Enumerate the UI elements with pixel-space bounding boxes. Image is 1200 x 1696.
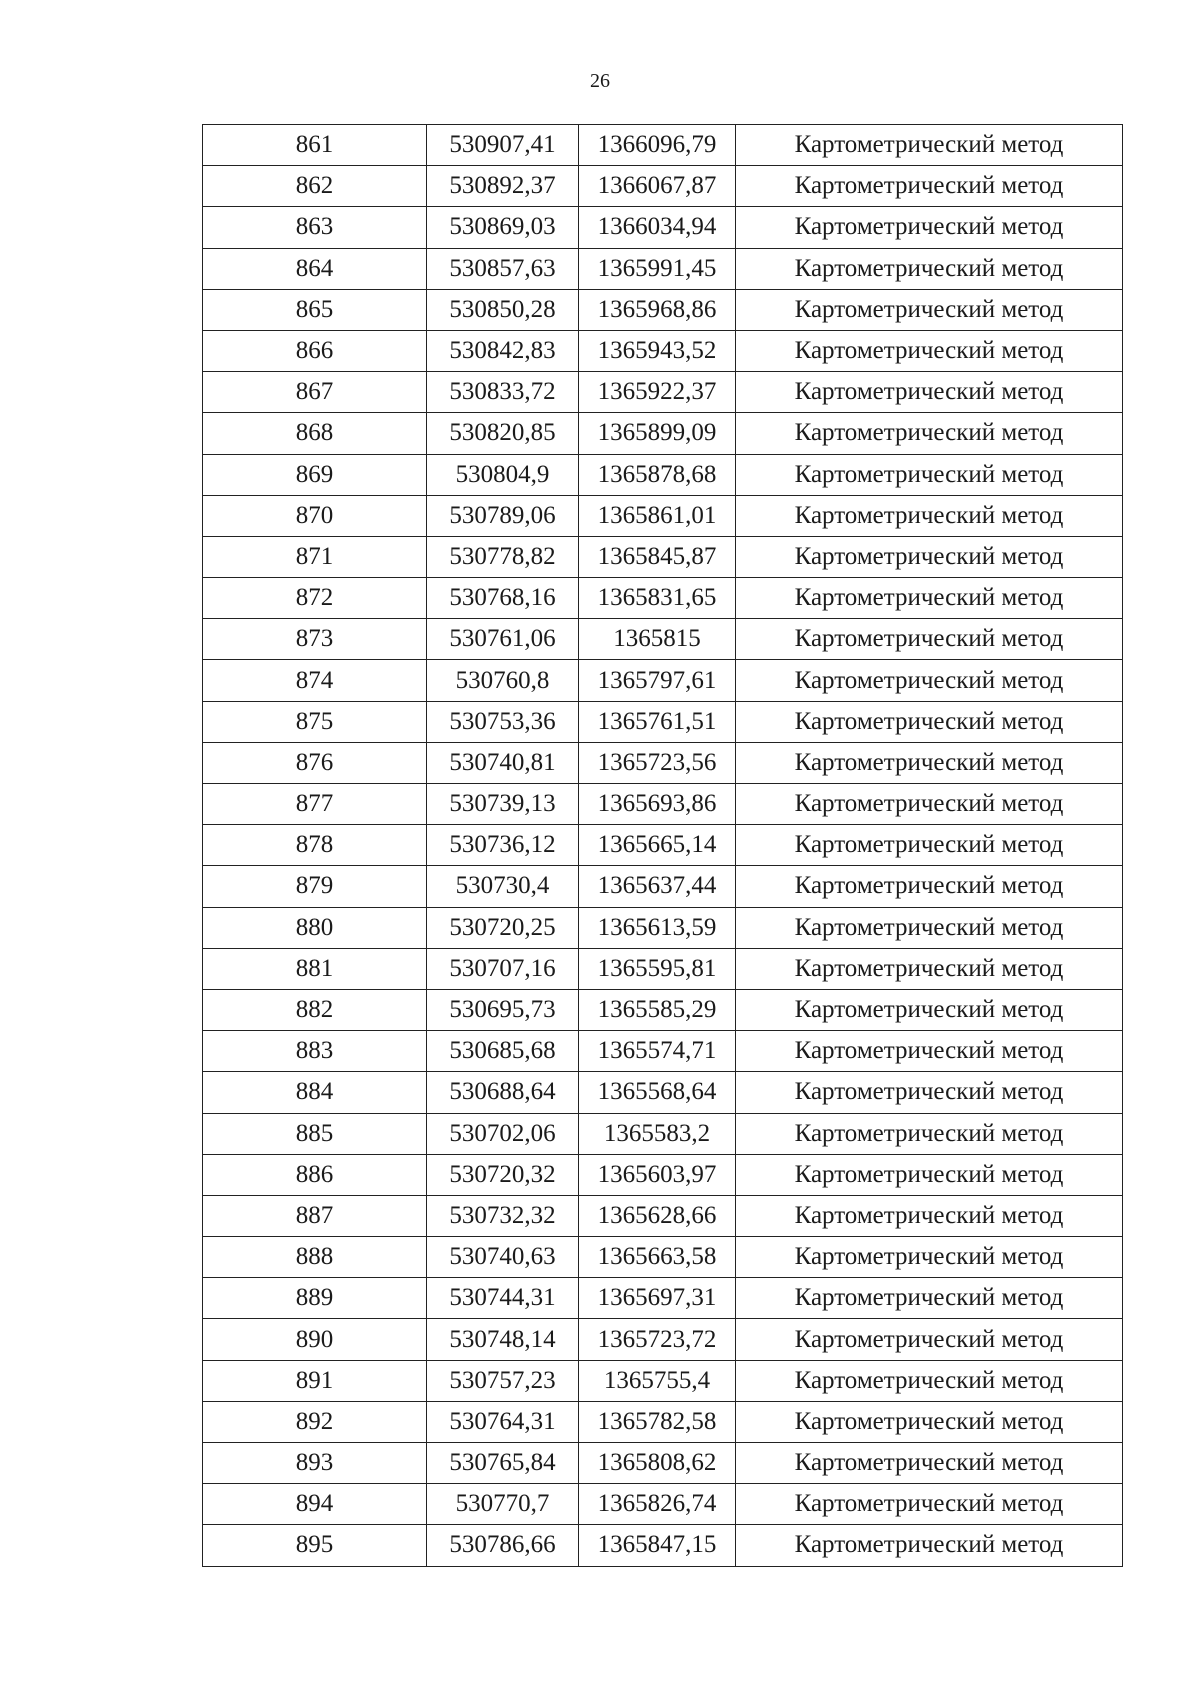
y-coordinate-cell: 1365628,66 xyxy=(579,1195,736,1236)
table-row xyxy=(203,330,1123,371)
point-number-cell: 891 xyxy=(203,1360,427,1401)
y-coordinate-cell: 1365574,71 xyxy=(579,1031,736,1072)
y-coordinate-cell: 1365815 xyxy=(579,619,736,660)
y-coordinate-cell: 1365922,37 xyxy=(579,372,736,413)
x-coordinate-cell: 530720,25 xyxy=(427,907,579,948)
y-coordinate-cell: 1365826,74 xyxy=(579,1484,736,1525)
method-cell: Картометрический метод xyxy=(736,454,1123,495)
method-cell: Картометрический метод xyxy=(736,125,1123,166)
table-row xyxy=(203,207,1123,248)
point-number-cell: 863 xyxy=(203,207,427,248)
method-cell: Картометрический метод xyxy=(736,866,1123,907)
point-number-cell: 869 xyxy=(203,454,427,495)
y-coordinate-cell: 1365693,86 xyxy=(579,784,736,825)
method-cell: Картометрический метод xyxy=(736,413,1123,454)
table-row xyxy=(203,413,1123,454)
y-coordinate-cell: 1365797,61 xyxy=(579,660,736,701)
table-row xyxy=(203,454,1123,495)
x-coordinate-cell: 530869,03 xyxy=(427,207,579,248)
method-cell: Картометрический метод xyxy=(736,248,1123,289)
point-number-cell: 877 xyxy=(203,784,427,825)
table-row xyxy=(203,989,1123,1030)
x-coordinate-cell: 530768,16 xyxy=(427,578,579,619)
y-coordinate-cell: 1365943,52 xyxy=(579,330,736,371)
table-row xyxy=(203,125,1123,166)
y-coordinate-cell: 1365603,97 xyxy=(579,1154,736,1195)
method-cell: Картометрический метод xyxy=(736,1237,1123,1278)
x-coordinate-cell: 530736,12 xyxy=(427,825,579,866)
table-row xyxy=(203,1360,1123,1401)
point-number-cell: 883 xyxy=(203,1031,427,1072)
table-row xyxy=(203,1195,1123,1236)
x-coordinate-cell: 530707,16 xyxy=(427,948,579,989)
method-cell: Картометрический метод xyxy=(736,372,1123,413)
coordinates-table-body xyxy=(203,125,1123,1567)
point-number-cell: 870 xyxy=(203,495,427,536)
method-cell: Картометрический метод xyxy=(736,989,1123,1030)
y-coordinate-cell: 1365761,51 xyxy=(579,701,736,742)
y-coordinate-cell: 1365991,45 xyxy=(579,248,736,289)
y-coordinate-cell: 1365595,81 xyxy=(579,948,736,989)
table-row xyxy=(203,1113,1123,1154)
x-coordinate-cell: 530685,68 xyxy=(427,1031,579,1072)
coordinates-table xyxy=(202,124,1123,1567)
y-coordinate-cell: 1366096,79 xyxy=(579,125,736,166)
point-number-cell: 879 xyxy=(203,866,427,907)
table-row xyxy=(203,578,1123,619)
point-number-cell: 872 xyxy=(203,578,427,619)
y-coordinate-cell: 1365808,62 xyxy=(579,1443,736,1484)
method-cell: Картометрический метод xyxy=(736,1154,1123,1195)
x-coordinate-cell: 530732,32 xyxy=(427,1195,579,1236)
method-cell: Картометрический метод xyxy=(736,660,1123,701)
point-number-cell: 862 xyxy=(203,166,427,207)
point-number-cell: 895 xyxy=(203,1525,427,1566)
method-cell: Картометрический метод xyxy=(736,1113,1123,1154)
y-coordinate-cell: 1365899,09 xyxy=(579,413,736,454)
point-number-cell: 887 xyxy=(203,1195,427,1236)
y-coordinate-cell: 1365663,58 xyxy=(579,1237,736,1278)
method-cell: Картометрический метод xyxy=(736,825,1123,866)
point-number-cell: 878 xyxy=(203,825,427,866)
point-number-cell: 885 xyxy=(203,1113,427,1154)
table-row xyxy=(203,701,1123,742)
point-number-cell: 868 xyxy=(203,413,427,454)
table-row xyxy=(203,289,1123,330)
method-cell: Картометрический метод xyxy=(736,330,1123,371)
y-coordinate-cell: 1365723,72 xyxy=(579,1319,736,1360)
point-number-cell: 871 xyxy=(203,536,427,577)
method-cell: Картометрический метод xyxy=(736,1031,1123,1072)
point-number-cell: 884 xyxy=(203,1072,427,1113)
method-cell: Картометрический метод xyxy=(736,1484,1123,1525)
x-coordinate-cell: 530778,82 xyxy=(427,536,579,577)
x-coordinate-cell: 530748,14 xyxy=(427,1319,579,1360)
table-row xyxy=(203,166,1123,207)
table-row xyxy=(203,248,1123,289)
x-coordinate-cell: 530702,06 xyxy=(427,1113,579,1154)
method-cell: Картометрический метод xyxy=(736,907,1123,948)
page-number: 26 xyxy=(590,70,610,92)
method-cell: Картометрический метод xyxy=(736,1278,1123,1319)
y-coordinate-cell: 1365782,58 xyxy=(579,1401,736,1442)
point-number-cell: 867 xyxy=(203,372,427,413)
point-number-cell: 894 xyxy=(203,1484,427,1525)
table-row xyxy=(203,784,1123,825)
method-cell: Картометрический метод xyxy=(736,495,1123,536)
x-coordinate-cell: 530744,31 xyxy=(427,1278,579,1319)
method-cell: Картометрический метод xyxy=(736,1319,1123,1360)
y-coordinate-cell: 1365755,4 xyxy=(579,1360,736,1401)
table-row xyxy=(203,1031,1123,1072)
method-cell: Картометрический метод xyxy=(736,1195,1123,1236)
point-number-cell: 881 xyxy=(203,948,427,989)
table-row xyxy=(203,1278,1123,1319)
y-coordinate-cell: 1365665,14 xyxy=(579,825,736,866)
point-number-cell: 861 xyxy=(203,125,427,166)
table-row xyxy=(203,907,1123,948)
x-coordinate-cell: 530761,06 xyxy=(427,619,579,660)
table-row xyxy=(203,1237,1123,1278)
table-row xyxy=(203,825,1123,866)
x-coordinate-cell: 530820,85 xyxy=(427,413,579,454)
table-row xyxy=(203,1525,1123,1566)
y-coordinate-cell: 1365613,59 xyxy=(579,907,736,948)
x-coordinate-cell: 530765,84 xyxy=(427,1443,579,1484)
point-number-cell: 876 xyxy=(203,742,427,783)
x-coordinate-cell: 530730,4 xyxy=(427,866,579,907)
table-row xyxy=(203,1484,1123,1525)
table-row xyxy=(203,1154,1123,1195)
method-cell: Картометрический метод xyxy=(736,742,1123,783)
table-row xyxy=(203,948,1123,989)
method-cell: Картометрический метод xyxy=(736,289,1123,330)
y-coordinate-cell: 1365585,29 xyxy=(579,989,736,1030)
table-row xyxy=(203,495,1123,536)
x-coordinate-cell: 530850,28 xyxy=(427,289,579,330)
method-cell: Картометрический метод xyxy=(736,619,1123,660)
x-coordinate-cell: 530770,7 xyxy=(427,1484,579,1525)
y-coordinate-cell: 1365878,68 xyxy=(579,454,736,495)
x-coordinate-cell: 530740,81 xyxy=(427,742,579,783)
y-coordinate-cell: 1365845,87 xyxy=(579,536,736,577)
point-number-cell: 866 xyxy=(203,330,427,371)
x-coordinate-cell: 530739,13 xyxy=(427,784,579,825)
table-row xyxy=(203,1319,1123,1360)
table-row xyxy=(203,866,1123,907)
table-row xyxy=(203,742,1123,783)
method-cell: Картометрический метод xyxy=(736,536,1123,577)
table-row xyxy=(203,619,1123,660)
method-cell: Картометрический метод xyxy=(736,166,1123,207)
y-coordinate-cell: 1365831,65 xyxy=(579,578,736,619)
point-number-cell: 864 xyxy=(203,248,427,289)
method-cell: Картометрический метод xyxy=(736,1072,1123,1113)
method-cell: Картометрический метод xyxy=(736,207,1123,248)
point-number-cell: 892 xyxy=(203,1401,427,1442)
x-coordinate-cell: 530907,41 xyxy=(427,125,579,166)
point-number-cell: 875 xyxy=(203,701,427,742)
x-coordinate-cell: 530842,83 xyxy=(427,330,579,371)
point-number-cell: 873 xyxy=(203,619,427,660)
point-number-cell: 890 xyxy=(203,1319,427,1360)
point-number-cell: 889 xyxy=(203,1278,427,1319)
x-coordinate-cell: 530740,63 xyxy=(427,1237,579,1278)
y-coordinate-cell: 1365861,01 xyxy=(579,495,736,536)
x-coordinate-cell: 530753,36 xyxy=(427,701,579,742)
point-number-cell: 880 xyxy=(203,907,427,948)
y-coordinate-cell: 1365697,31 xyxy=(579,1278,736,1319)
x-coordinate-cell: 530695,73 xyxy=(427,989,579,1030)
x-coordinate-cell: 530720,32 xyxy=(427,1154,579,1195)
table-row xyxy=(203,1443,1123,1484)
x-coordinate-cell: 530757,23 xyxy=(427,1360,579,1401)
table-row xyxy=(203,660,1123,701)
x-coordinate-cell: 530789,06 xyxy=(427,495,579,536)
method-cell: Картометрический метод xyxy=(736,1443,1123,1484)
method-cell: Картометрический метод xyxy=(736,1525,1123,1566)
method-cell: Картометрический метод xyxy=(736,578,1123,619)
method-cell: Картометрический метод xyxy=(736,948,1123,989)
point-number-cell: 888 xyxy=(203,1237,427,1278)
point-number-cell: 882 xyxy=(203,989,427,1030)
y-coordinate-cell: 1365847,15 xyxy=(579,1525,736,1566)
table-row xyxy=(203,1401,1123,1442)
x-coordinate-cell: 530760,8 xyxy=(427,660,579,701)
x-coordinate-cell: 530764,31 xyxy=(427,1401,579,1442)
table-row xyxy=(203,1072,1123,1113)
table-row xyxy=(203,536,1123,577)
x-coordinate-cell: 530688,64 xyxy=(427,1072,579,1113)
table-row xyxy=(203,372,1123,413)
x-coordinate-cell: 530833,72 xyxy=(427,372,579,413)
x-coordinate-cell: 530857,63 xyxy=(427,248,579,289)
y-coordinate-cell: 1365583,2 xyxy=(579,1113,736,1154)
point-number-cell: 893 xyxy=(203,1443,427,1484)
y-coordinate-cell: 1365568,64 xyxy=(579,1072,736,1113)
y-coordinate-cell: 1366034,94 xyxy=(579,207,736,248)
point-number-cell: 874 xyxy=(203,660,427,701)
point-number-cell: 886 xyxy=(203,1154,427,1195)
y-coordinate-cell: 1365723,56 xyxy=(579,742,736,783)
y-coordinate-cell: 1366067,87 xyxy=(579,166,736,207)
method-cell: Картометрический метод xyxy=(736,784,1123,825)
y-coordinate-cell: 1365637,44 xyxy=(579,866,736,907)
method-cell: Картометрический метод xyxy=(736,1401,1123,1442)
point-number-cell: 865 xyxy=(203,289,427,330)
x-coordinate-cell: 530804,9 xyxy=(427,454,579,495)
method-cell: Картометрический метод xyxy=(736,701,1123,742)
x-coordinate-cell: 530786,66 xyxy=(427,1525,579,1566)
method-cell: Картометрический метод xyxy=(736,1360,1123,1401)
y-coordinate-cell: 1365968,86 xyxy=(579,289,736,330)
x-coordinate-cell: 530892,37 xyxy=(427,166,579,207)
